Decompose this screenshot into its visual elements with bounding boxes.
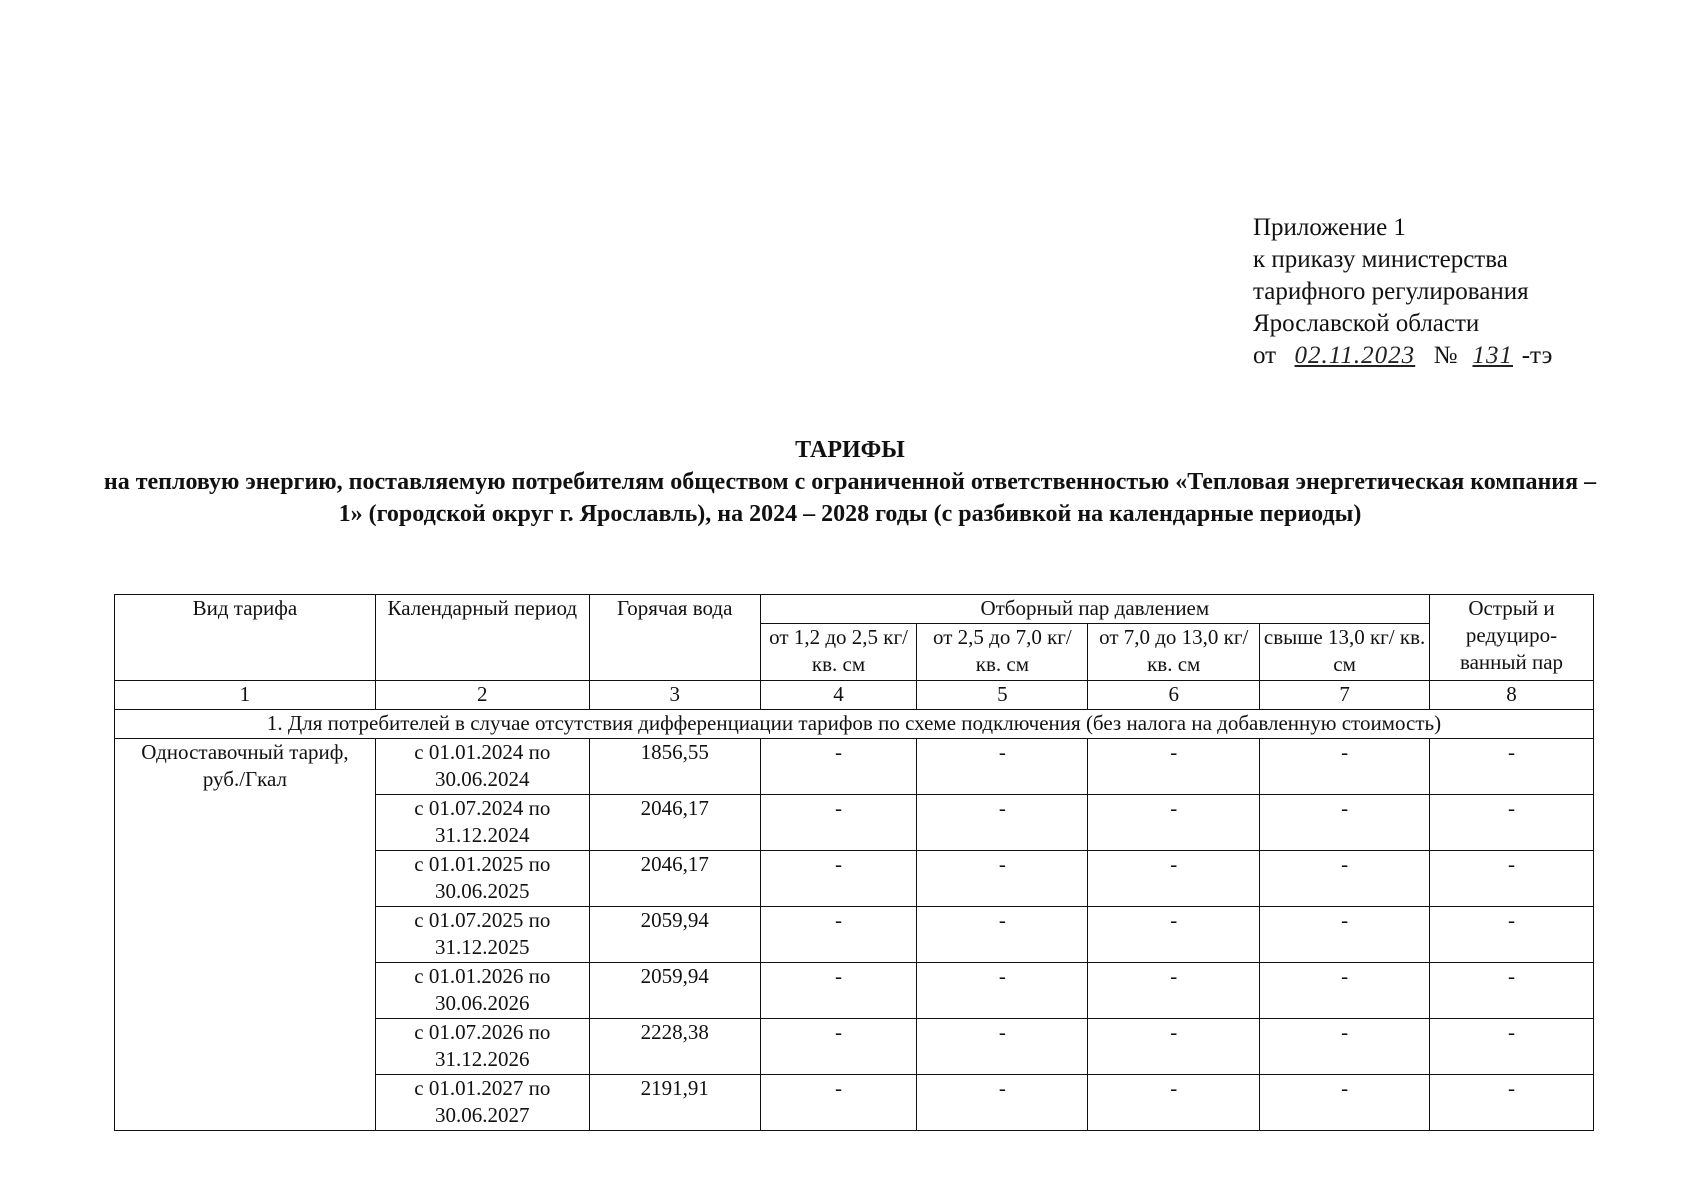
table-row [115, 739, 1594, 795]
column-number: 4 [760, 681, 917, 710]
hot-water-cell: 2059,94 [589, 963, 760, 1019]
column-number: 7 [1260, 681, 1430, 710]
period-cell: с 01.07.2026 по 31.12.2026 [375, 1019, 589, 1075]
hot-water-cell: 2228,38 [589, 1019, 760, 1075]
steam-p2-cell: - [917, 1075, 1088, 1131]
column-number: 3 [589, 681, 760, 710]
steam-p2-cell: - [917, 795, 1088, 851]
column-number: 5 [917, 681, 1088, 710]
steam-p1-cell: - [760, 1075, 917, 1131]
steam-p1-cell: - [760, 851, 917, 907]
tariff-name-cell: Одноставочный тариф, руб./Гкал [115, 739, 376, 1131]
annex-suffix: -тэ [1521, 342, 1553, 369]
steam-p2-cell: - [917, 851, 1088, 907]
annex-number-label: № [1433, 342, 1458, 369]
steam-p3-cell: - [1088, 851, 1260, 907]
steam-p2-cell: - [917, 739, 1088, 795]
period-cell: с 01.01.2026 по 30.06.2026 [375, 963, 589, 1019]
steam-p3-cell: - [1088, 1075, 1260, 1131]
steam-p4-cell: - [1260, 907, 1430, 963]
sharp-steam-cell: - [1430, 795, 1594, 851]
annex-date: 02.11.2023 [1294, 342, 1416, 369]
column-number: 1 [115, 681, 376, 710]
annex-block [1253, 212, 1552, 372]
header-pressure-3: от 7,0 до 13,0 кг/ кв. см [1088, 624, 1260, 681]
steam-p3-cell: - [1088, 795, 1260, 851]
document-title [100, 434, 1600, 530]
hot-water-cell: 2191,91 [589, 1075, 760, 1131]
period-cell: с 01.01.2027 по 30.06.2027 [375, 1075, 589, 1131]
header-steam-group: Отборный пар давлением [760, 595, 1429, 624]
title-heading: ТАРИФЫ [795, 437, 905, 463]
sharp-steam-cell: - [1430, 963, 1594, 1019]
steam-p3-cell: - [1088, 963, 1260, 1019]
period-cell: с 01.01.2024 по 30.06.2024 [375, 739, 589, 795]
hot-water-cell: 1856,55 [589, 739, 760, 795]
sharp-steam-cell: - [1430, 1019, 1594, 1075]
annex-from-label: от [1253, 342, 1277, 369]
header-pressure-4: свыше 13,0 кг/ кв. см [1260, 624, 1430, 681]
column-number: 8 [1430, 681, 1594, 710]
steam-p1-cell: - [760, 907, 917, 963]
header-period: Календарный период [375, 595, 589, 681]
steam-p4-cell: - [1260, 963, 1430, 1019]
steam-p2-cell: - [917, 907, 1088, 963]
steam-p4-cell: - [1260, 795, 1430, 851]
steam-p2-cell: - [917, 963, 1088, 1019]
sharp-steam-cell: - [1430, 851, 1594, 907]
title-subtitle: на тепловую энергию, поставляемую потребителям обществом с ограниченной ответственностью «Тепловая энергетическая компания – 1» (городской округ г. Ярославль), на 2024 – 2028 годы (с разбивкой на календарные периоды) [103, 469, 1597, 527]
annex-number: 131 [1472, 342, 1513, 369]
sharp-steam-cell: - [1430, 739, 1594, 795]
steam-p4-cell: - [1260, 739, 1430, 795]
column-number: 2 [375, 681, 589, 710]
steam-p4-cell: - [1260, 1019, 1430, 1075]
steam-p4-cell: - [1260, 1075, 1430, 1131]
column-number: 6 [1088, 681, 1260, 710]
annex-line-4: Ярославской области [1253, 310, 1480, 337]
header-hot-water: Горячая вода [589, 595, 760, 681]
header-pressure-2: от 2,5 до 7,0 кг/ кв. см [917, 624, 1088, 681]
hot-water-cell: 2059,94 [589, 907, 760, 963]
sharp-steam-cell: - [1430, 907, 1594, 963]
annex-order-line [1253, 340, 1552, 372]
hot-water-cell: 2046,17 [589, 795, 760, 851]
header-pressure-1: от 1,2 до 2,5 кг/ кв. см [760, 624, 917, 681]
header-sharp-steam: Острый и редуциро-ванный пар [1430, 595, 1594, 681]
steam-p2-cell: - [917, 1019, 1088, 1075]
annex-line-2: к приказу министерства [1253, 246, 1508, 273]
steam-p4-cell: - [1260, 851, 1430, 907]
period-cell: с 01.07.2024 по 31.12.2024 [375, 795, 589, 851]
header-row-1 [115, 595, 1594, 624]
period-cell: с 01.01.2025 по 30.06.2025 [375, 851, 589, 907]
steam-p1-cell: - [760, 1019, 917, 1075]
header-tariff-type: Вид тарифа [115, 595, 376, 681]
steam-p3-cell: - [1088, 907, 1260, 963]
period-cell: с 01.07.2025 по 31.12.2025 [375, 907, 589, 963]
sharp-steam-cell: - [1430, 1075, 1594, 1131]
section-title: 1. Для потребителей в случае отсутствия дифференциации тарифов по схеме подключения (без налога на добавленную стоимость) [115, 710, 1594, 739]
hot-water-cell: 2046,17 [589, 851, 760, 907]
annex-line-1: Приложение 1 [1253, 214, 1406, 241]
column-numbers-row [115, 681, 1594, 710]
steam-p3-cell: - [1088, 1019, 1260, 1075]
steam-p1-cell: - [760, 739, 917, 795]
steam-p1-cell: - [760, 795, 917, 851]
steam-p3-cell: - [1088, 739, 1260, 795]
annex-line-3: тарифного регулирования [1253, 278, 1529, 305]
section-row [115, 710, 1594, 739]
steam-p1-cell: - [760, 963, 917, 1019]
tariffs-table [114, 594, 1594, 1131]
